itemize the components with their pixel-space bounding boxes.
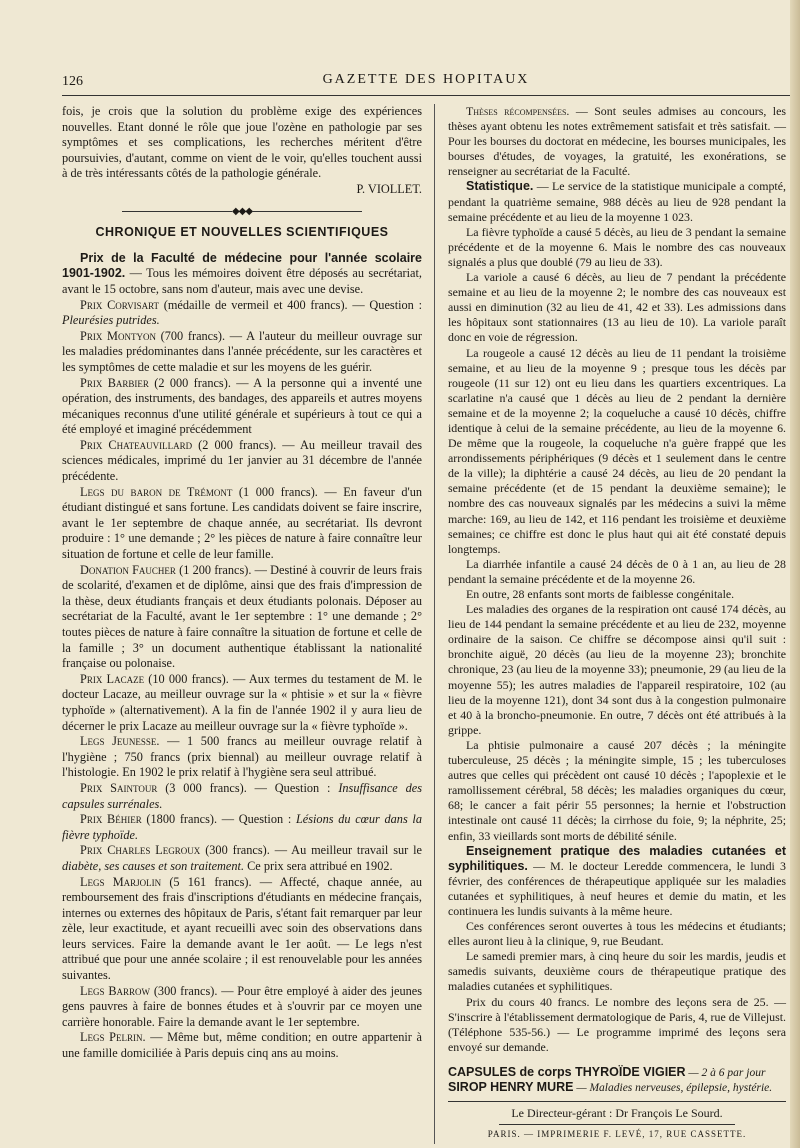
prize-note: Ce prix sera attribué en 1902. [244, 858, 393, 873]
ad-line-thyroide [448, 1065, 786, 1080]
prize-item [62, 563, 422, 672]
journal-title: GAZETTE DES HOPITAUX [322, 72, 530, 87]
advertisement [448, 1065, 786, 1095]
prix-lead: Prix de la Faculté de médecine pour l'année scolaire 1901-1902. [62, 250, 422, 281]
stat-paragraph: La rougeole a causé 12 décès au lieu de 11 pendant la troisième semaine, et au lieu de la moyenne 9 ; presque tous les décès par rougeole (11 sur 12) ont eu lieu dans les quartiers excentriques. La scarlatine n'a causé que 1 décès au lieu de 2 pendant la dernière semaine et de la moyenne 2; la coqueluche a causé 10 décès, chiffre identique à celui de la semaine précédente, au lieu de la moyenne 6. De même que la rougeole, la coqueluche n'a guère frappé que les arrondissements périphériques (9 décès et 1 seulement dans le centre de la ville); la diphtérie a causé 24 décès, au lieu de 20 pendant la semaine précédente (et de 15 pendant la deuxième semaine); le nombre des cas nouveaux signalés par les médecins a suivi la même marche: 169, au lieu de 142, et 116 pendant les troisième et deuxième semaines; ce chiffre est donc le plus haut qui ait été constaté depuis longtemps. [448, 345, 786, 556]
prize-text: (5 161 francs). — Affecté, chaque année, au remboursement des frais d'inscriptions d'étudiants en médecine français, internes ou externes des hôpitaux de Paris, s'étant fait remarquer par leur zèle, leur exactitude, et ayant recueilli avec soin des observations dans leurs services. Faire la demande avant le 1er août. — Le legs n'est attribué que pour une année scolaire ; il est renouvelable pour les années suivantes. [62, 874, 422, 983]
prize-question: Lésions du cœur dans la fièvre typhoïde. [62, 812, 422, 842]
prize-item [62, 485, 422, 563]
prize-item [62, 672, 422, 734]
prize-question: diabète, ses causes et son traitement. [62, 858, 245, 873]
prize-name: Prix Corvisart [80, 297, 160, 312]
prize-name: Prix Barbier [80, 375, 149, 390]
prize-text: (1 200 francs). — Destiné à couvrir de leurs frais de scolarité, d'examen et de diplôme, ainsi que des frais d'impression de la thèse, deux étudiants français et deux étudiants polonais. Déposer au secrétariat de la Faculté, avant le 1er septembre : 1° une demande ; 2° toutes pièces de nature à faire connaître la situation de fortune et celle de la famille ; 3° un document authentique établissant la nationalité française ou polonaise. [62, 562, 422, 671]
stat-text-0: — Le service de la statistique municipale a compté, pendant la quatrième semaine, 988 décès au lieu de 928 pendant la semaine précédente et au lieu de la moyenne 1 023. [448, 179, 786, 224]
prize-text: (300 francs). — Au meilleur travail sur le [200, 843, 423, 858]
column-divider [434, 104, 435, 1144]
ad-dosage: — 2 à 6 par jour [685, 1066, 766, 1079]
left-column [62, 104, 422, 1062]
prize-name: Legs Barrow [80, 983, 151, 998]
prize-item [62, 875, 422, 984]
stat-paragraph: La diarrhée infantile a causé 24 décès de 0 à 1 an, au lieu de 28 pendant la semaine précédente et de la moyenne 26. [448, 556, 786, 586]
prize-text: (3 000 francs). — Question : [157, 780, 339, 795]
page-edge [790, 0, 800, 1148]
director-credit: Le Directeur-gérant : Dr François Le Sourd. [511, 1105, 723, 1120]
prize-name: Legs Pelrin [80, 1030, 143, 1045]
ad-product-thyroide: CAPSULES de corps THYROÏDE VIGIER [448, 1064, 686, 1079]
prize-item [62, 329, 422, 376]
prize-text: . — Même but, même condition; en outre appartenir à une famille domiciliée à Paris depuis cinq ans au moins. [62, 1030, 423, 1061]
prize-text: (10 000 francs). — Aux termes du testament de M. le docteur Lacaze, au meilleur ouvrage sur la « phtisie » et sur la « fièvre typhoïde » (alternativement). A la fin de l'année 1902 il y aura lieu de décerner le prix Lacaze au meilleur ouvrage sur la « fièvre typhoïde ». [62, 671, 423, 733]
ad-product-sirop: SIROP HENRY MURE [448, 1079, 574, 1094]
theses-paragraph [448, 104, 786, 179]
ens-lead: Enseignement pratique des maladies cutanées et syphilitiques. [448, 843, 786, 873]
prize-name: Donation Faucher [80, 562, 176, 577]
prize-item [62, 984, 422, 1031]
theses-text: — Sont seules admises au concours, les thèses ayant obtenu les notes extrêmement satisfait et très satisfait. — Pour les bourses du doctorat en médecine, les bourses municipales, les bourses d'études, de voyages, la gratuité, les exonérations, se renseigner au secrétariat de la Faculté. [448, 104, 786, 179]
prize-text: . — 1 500 francs au meilleur ouvrage relatif à l'hygiène ; 750 francs (prix biennal) au meilleur ouvrage relatif à l'histologie. En 1902 le prix relatif à l'hygiène sera seul attribué. [62, 734, 422, 780]
ens-paragraph: Ces conférences seront ouvertes à tous les médecins et étudiants; elles auront lieu à la clinique, 9, rue Beudant. [448, 919, 786, 949]
header-rule [62, 95, 790, 96]
ens-text-0: — M. le docteur Leredde commencera, le lundi 3 février, des conférences de thérapeutique appliquée sur les maladies cutanées et syphilitiques, à neuf heures et demie du matin, et les continuera les lundis suivants à la même heure. [448, 858, 786, 918]
stat-paragraph: La phtisie pulmonaire a causé 207 décès ; la méningite tuberculeuse, 25 décès ; la méningite simple, 15 ; les tuberculoses autres que celles qui précèdent ont causé 10 décès ; l'apoplexie et le ramollissement cérébral, 58 décès; les maladies organiques du cœur, 68; le cancer a fait périr 55 personnes; la hernie et l'obstruction intestinale ont causé 11 décès; la cirrhose du foie, 9; la néphrite, 25; enfin, 33 vieillards sont morts de débilité sénile. [448, 737, 786, 843]
prize-name: Legs Jeunesse [80, 734, 157, 749]
prize-name: Prix Saintour [80, 780, 158, 795]
ad-rule [448, 1101, 786, 1102]
page-header [62, 72, 790, 92]
prize-item [62, 438, 422, 485]
prize-name: Legs Marjolin [80, 874, 162, 889]
prize-item [62, 781, 422, 812]
stat-first-paragraph [448, 179, 786, 224]
footer-rule [499, 1124, 736, 1125]
ens-paragraph: Prix du cours 40 francs. Le nombre des leçons sera de 25. — S'inscrire à l'établissement dermatologique de Paris, 4, rue de Villejust. (Téléphone 535-56.) — Le programme imprimé des leçons sera envoyé sur demande. [448, 994, 786, 1054]
prize-name: Prix Chateauvillard [80, 437, 193, 452]
ad-indications: — Maladies nerveuses, épilepsie, hystérie. [573, 1081, 773, 1094]
prize-text: (2 000 francs). — Au meilleur travail des sciences médicales, imprimé du 1er janvier au 31 décembre de l'année précédente. [62, 437, 422, 484]
prize-text: (700 francs). — A l'auteur du meilleur ouvrage sur les maladies prédominantes dans l'année précédente, sur les caractères et les symptômes de cette maladie et sur les moyens de les guérir. [62, 328, 423, 374]
prize-list [62, 298, 422, 1062]
prize-name: Prix Lacaze [80, 671, 145, 686]
prize-item [62, 376, 422, 438]
prix-intro-paragraph [62, 251, 422, 298]
section-title: CHRONIQUE ET NOUVELLES SCIENTIFIQUES [95, 225, 389, 240]
author-signature: P. VIOLLET. [356, 181, 422, 196]
ad-line-sirop [448, 1080, 786, 1095]
theses-name: Thèses récompensées. [466, 104, 570, 118]
stat-paragraph: La fièvre typhoïde a causé 5 décès, au lieu de 3 pendant la semaine précédente et de la moyenne 6. Mais le nombre des cas nouveaux signalés a plus que doublé (79 au lieu de 33). [448, 224, 786, 269]
right-column [448, 104, 786, 1142]
prize-question: Insuffisance des capsules surrénales. [62, 780, 422, 811]
prize-item [62, 812, 422, 843]
page-number: 126 [62, 74, 83, 89]
prize-item [62, 734, 422, 781]
prize-text: (300 francs). — Pour être employé à aider des jeunes gens pauvres à faire de bonnes études et à s'ouvrir par ce moyen une carrière honorable. Faire la demande avant le 1er septembre. [62, 983, 422, 1029]
prize-text: (médaille de vermeil et 400 francs). — Question : [159, 297, 422, 312]
prize-name: Prix Charles Legroux [80, 843, 201, 858]
prize-text: (2 000 francs). — A la personne qui a inventé une opération, des instruments, des bandages, des appareils et autres moyens mécaniques reconnus d'une utilité générale et supérieurs à tout ce qui a été employé et imaginé précédemment [62, 375, 422, 437]
stat-paragraph: La variole a causé 6 décès, au lieu de 7 pendant la précédente semaine et au lieu de la moyenne 2; le nombre des cas nouveaux est aussi en diminution (32 au lieu de 41, 42 et 33). Les admissions dans les hôpitaux sont stationnaires (13 au lieu de 10). La variole paraît donc en voie de régression. [448, 270, 786, 345]
stat-lead: Statistique. [466, 179, 534, 194]
prize-name: Prix Béhier [80, 812, 142, 827]
prize-item [62, 298, 422, 329]
intro-paragraph: fois, je crois que la solution du problème exige des expériences nouvelles. Etant donné le rôle que joue l'ozène en pathologie par ses symptômes et ses complications, les recherches méritent d'être poursuivies, d'autant, comme on vient de le voir, qu'elles touchent aussi à de très intéressants côtés de la pathologie générale. [62, 104, 422, 181]
prix-text: — Tous les mémoires doivent être déposés au secrétariat, avant le 15 octobre, sans nom d'auteur, mais avec une devise. [62, 266, 422, 296]
prize-name: Prix Montyon [80, 328, 156, 343]
prize-question: Pleurésies putrides. [62, 313, 160, 328]
prize-text: (1 000 francs). — En faveur d'un étudiant distingué et sans fortune. Les candidats doivent se faire inscrire, avant le 1er septembre de chaque année, au secrétariat. Ils devront produire : 1° une demande ; 2° les pièces de nature à faire connaître leur situation de fortune et celle de leur famille. [62, 484, 422, 562]
ens-paragraph: Le samedi premier mars, à cinq heure du soir les mardis, jeudis et samedis suivants, deuxième cours de thérapeutique pratique des maladies cutanées et syphilitiques. [448, 949, 786, 994]
prize-item [62, 843, 422, 874]
printer-imprint: PARIS. — IMPRIMERIE F. LEVÉ, 17, RUE CASSETTE. [487, 1129, 747, 1139]
prize-text: (1800 francs). — Question : [141, 812, 296, 827]
stat-paragraph: Les maladies des organes de la respiration ont causé 174 décès, au lieu de 144 pendant la semaine précédente et au lieu de 232, moyenne ordinaire de la saison. Ce chiffre se décompose ainsi qu'il suit : bronchite aiguë, 20 décès (au lieu de la moyenne 23); bronchite chronique, 23 (au lieu de la moyenne 33); pneumonie, 29 (au lieu de la moyenne 55); les autres maladies de l'appareil respiratoire, 102 (au lieu de la moyenne 121), dont 34 sont dus à la congestion pulmonaire et 40 à la broncho-pneumonie. En outre, 7 décès ont été attribués à la grippe. [448, 602, 786, 737]
prize-name: Legs du baron de Trémont [80, 484, 233, 499]
stat-paragraph: En outre, 28 enfants sont morts de faiblesse congénitale. [466, 587, 735, 601]
section-ornament: ◆◆◆ [62, 204, 422, 220]
prize-item [62, 1030, 422, 1061]
ens-first-paragraph [448, 844, 786, 919]
